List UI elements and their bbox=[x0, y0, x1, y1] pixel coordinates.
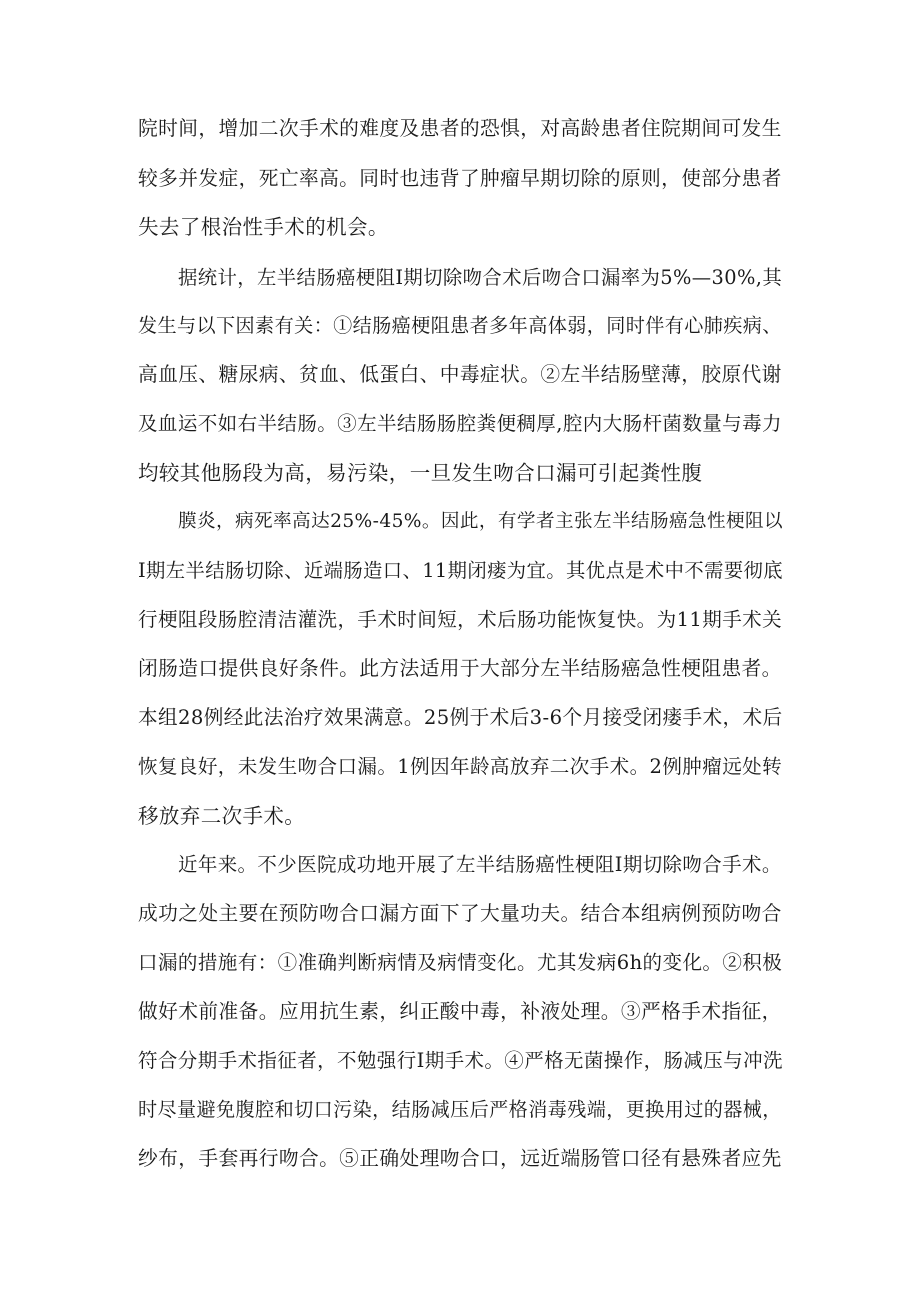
text-line: 行梗阻段肠腔清洁灌洗，手术时间短，术后肠功能恢复快。为11期手术关 bbox=[138, 608, 783, 631]
text-line: 纱布，手套再行吻合。⑤正确处理吻合口，远近端肠管口径有悬殊者应先 bbox=[138, 1147, 782, 1170]
text-line: 时尽量避免腹腔和切口污染，结肠减压后严格消毒残端，更换用过的器械， bbox=[138, 1098, 782, 1121]
text-line: 做好术前准备。应用抗生素，纠正酸中毒，补液处理。③严格手术指征， bbox=[138, 1000, 782, 1023]
text-line: 及血运不如右半结肠。③左半结肠肠腔粪便稠厚,腔内大肠杆菌数量与毒力 bbox=[138, 412, 782, 435]
paragraph-start-line: 据统计，左半结肠癌梗阻I期切除吻合术后吻合口漏率为5%—30%,其 bbox=[178, 266, 783, 289]
text-line: 失去了根治性手术的机会。 bbox=[138, 215, 389, 239]
text-line: 高血压、糖尿病、贫血、低蛋白、中毒症状。②左半结肠壁薄，胶原代谢 bbox=[138, 363, 782, 386]
text-line: 移放弃二次手术。 bbox=[138, 804, 306, 828]
text-line: 院时间，增加二次手术的难度及患者的恐惧，对高龄患者住院期间可发生 bbox=[138, 117, 782, 140]
text-line: 较多并发症，死亡率高。同时也违背了肿瘤早期切除的原则，使部分患者 bbox=[138, 167, 782, 190]
paragraph-start-line: 近年来。不少医院成功地开展了左半结肠癌性梗阻I期切除吻合手术。 bbox=[178, 853, 782, 876]
text-line: 口漏的措施有：①准确判断病情及病情变化。尤其发病6h的变化。②积极 bbox=[138, 951, 783, 974]
text-line: 本组28例经此法治疗效果满意。25例于术后3-6个月接受闭瘘手术，术后 bbox=[138, 706, 783, 729]
text-line: I期左半结肠切除、近端肠造口、11期闭瘘为宜。其优点是术中不需要彻底 bbox=[138, 559, 784, 582]
text-line: 发生与以下因素有关：①结肠癌梗阻患者多年高体弱，同时伴有心肺疾病、 bbox=[138, 314, 782, 337]
paragraph-start-line: 膜炎，病死率高达25%-45%。因此，有学者主张左半结肠癌急性梗阻以 bbox=[178, 511, 784, 532]
text-line: 均较其他肠段为高，易污染，一旦发生吻合口漏可引起粪性腹 bbox=[138, 461, 703, 485]
text-line: 成功之处主要在预防吻合口漏方面下了大量功夫。结合本组病例预防吻合 bbox=[138, 902, 782, 925]
text-line: 闭肠造口提供良好条件。此方法适用于大部分左半结肠癌急性梗阻患者。 bbox=[138, 657, 782, 680]
text-line: 符合分期手术指征者，不勉强行I期手术。④严格无菌操作，肠减压与冲洗 bbox=[138, 1049, 783, 1072]
text-line: 恢复良好，未发生吻合口漏。1例因年龄高放弃二次手术。2例肿瘤远处转 bbox=[138, 755, 783, 778]
